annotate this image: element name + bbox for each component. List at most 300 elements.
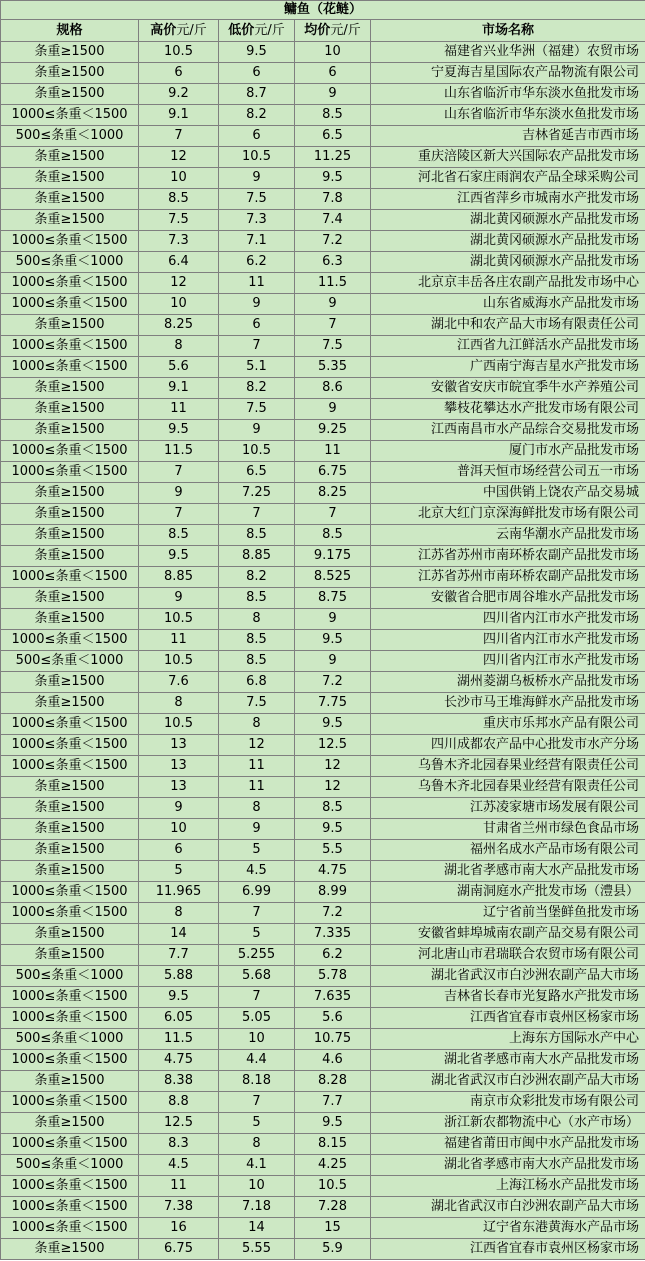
- market-name-cell: 河北省石家庄雨润农产品全球采购公司: [371, 168, 645, 189]
- table-row: [1, 672, 645, 693]
- avg-price-cell: 11.5: [295, 273, 371, 294]
- table-row: [1, 1176, 645, 1197]
- high-price-cell: 11: [139, 1176, 219, 1197]
- table-row: [1, 63, 645, 84]
- low-price-cell: 11: [219, 756, 295, 777]
- spec-cell: 条重≥1500: [1, 210, 139, 231]
- table-row: [1, 861, 645, 882]
- low-price-cell: 8.2: [219, 105, 295, 126]
- spec-cell: 条重≥1500: [1, 168, 139, 189]
- high-price-cell: 8: [139, 693, 219, 714]
- avg-price-cell: 6.2: [295, 945, 371, 966]
- avg-price-cell: 7.2: [295, 903, 371, 924]
- spec-cell: 1000≤条重＜1500: [1, 1134, 139, 1155]
- high-price-cell: 11.965: [139, 882, 219, 903]
- spec-cell: 1000≤条重＜1500: [1, 735, 139, 756]
- spec-cell: 条重≥1500: [1, 399, 139, 420]
- avg-price-cell: 8.99: [295, 882, 371, 903]
- spec-cell: 条重≥1500: [1, 189, 139, 210]
- avg-price-cell: 6.3: [295, 252, 371, 273]
- high-price-cell: 8.5: [139, 525, 219, 546]
- table-row: [1, 105, 645, 126]
- market-name-cell: 乌鲁木齐北园春果业经营有限责任公司: [371, 777, 645, 798]
- market-name-cell: 安徽省蚌埠城南农副产品交易有限公司: [371, 924, 645, 945]
- high-price-cell: 5: [139, 861, 219, 882]
- market-name-cell: 吉林省延吉市西市场: [371, 126, 645, 147]
- spec-cell: 1000≤条重＜1500: [1, 1176, 139, 1197]
- table-row: [1, 798, 645, 819]
- market-name-cell: 安徽省安庆市皖宜季牛水产养殖公司: [371, 378, 645, 399]
- high-price-cell: 7: [139, 462, 219, 483]
- low-price-cell: 8.85: [219, 546, 295, 567]
- low-price-cell: 6: [219, 63, 295, 84]
- table-row: [1, 378, 645, 399]
- market-name-cell: 重庆市乐邦水产品有限公司: [371, 714, 645, 735]
- spec-cell: 1000≤条重＜1500: [1, 294, 139, 315]
- spec-cell: 1000≤条重＜1500: [1, 987, 139, 1008]
- high-price-cell: 8.8: [139, 1092, 219, 1113]
- low-price-cell: 7.5: [219, 399, 295, 420]
- low-price-cell: 9.5: [219, 42, 295, 63]
- low-price-cell: 12: [219, 735, 295, 756]
- low-price-cell: 7.3: [219, 210, 295, 231]
- market-name-cell: 重庆涪陵区新大兴国际农产品批发市场: [371, 147, 645, 168]
- avg-price-cell: 10.75: [295, 1029, 371, 1050]
- low-price-cell: 8: [219, 714, 295, 735]
- table-row: [1, 735, 645, 756]
- low-price-cell: 10: [219, 1176, 295, 1197]
- high-price-cell: 4.75: [139, 1050, 219, 1071]
- spec-cell: 1000≤条重＜1500: [1, 336, 139, 357]
- avg-price-cell: 5.9: [295, 1239, 371, 1260]
- low-price-cell: 10: [219, 1029, 295, 1050]
- table-row: [1, 273, 645, 294]
- high-price-cell: 7.5: [139, 210, 219, 231]
- table-row: [1, 1050, 645, 1071]
- table-row: [1, 84, 645, 105]
- low-price-cell: 8.5: [219, 588, 295, 609]
- low-price-cell: 5: [219, 1113, 295, 1134]
- avg-price-cell: 7.4: [295, 210, 371, 231]
- market-name-cell: 广西南宁海吉星水产批发市场: [371, 357, 645, 378]
- market-name-cell: 江西南昌市水产品综合交易批发市场: [371, 420, 645, 441]
- high-price-cell: 9.2: [139, 84, 219, 105]
- avg-price-cell: 5.35: [295, 357, 371, 378]
- header-spec: 规格: [1, 20, 139, 42]
- avg-price-cell: 7.335: [295, 924, 371, 945]
- avg-price-cell: 7.28: [295, 1197, 371, 1218]
- low-price-cell: 5: [219, 924, 295, 945]
- table-row: [1, 462, 645, 483]
- market-name-cell: 吉林省长春市光复路水产批发市场: [371, 987, 645, 1008]
- high-price-cell: 8.5: [139, 189, 219, 210]
- high-price-cell: 11.5: [139, 1029, 219, 1050]
- spec-cell: 条重≥1500: [1, 861, 139, 882]
- low-price-cell: 7: [219, 336, 295, 357]
- market-name-cell: 山东省威海水产品批发市场: [371, 294, 645, 315]
- avg-price-cell: 7.8: [295, 189, 371, 210]
- high-price-cell: 11: [139, 399, 219, 420]
- avg-price-cell: 5.78: [295, 966, 371, 987]
- spec-cell: 1000≤条重＜1500: [1, 1092, 139, 1113]
- price-table: [0, 19, 645, 1260]
- high-price-cell: 6.05: [139, 1008, 219, 1029]
- low-price-cell: 8.5: [219, 630, 295, 651]
- market-name-cell: 攀枝花攀达水产批发市场有限公司: [371, 399, 645, 420]
- avg-price-cell: 8.5: [295, 525, 371, 546]
- high-price-cell: 8: [139, 336, 219, 357]
- high-price-cell: 10.5: [139, 714, 219, 735]
- high-price-cell: 6: [139, 63, 219, 84]
- table-row: [1, 483, 645, 504]
- spec-cell: 条重≥1500: [1, 315, 139, 336]
- low-price-cell: 7: [219, 1092, 295, 1113]
- avg-price-cell: 6.5: [295, 126, 371, 147]
- spec-cell: 条重≥1500: [1, 819, 139, 840]
- market-name-cell: 辽宁省东港黄海水产品市场: [371, 1218, 645, 1239]
- low-price-cell: 7: [219, 987, 295, 1008]
- spec-cell: 条重≥1500: [1, 777, 139, 798]
- avg-price-cell: 9: [295, 84, 371, 105]
- table-row: [1, 756, 645, 777]
- market-name-cell: 厦门市水产品批发市场: [371, 441, 645, 462]
- low-price-cell: 7.18: [219, 1197, 295, 1218]
- market-name-cell: 湖北黄冈硕源水产品批发市场: [371, 231, 645, 252]
- spec-cell: 500≤条重＜1000: [1, 966, 139, 987]
- high-price-cell: 5.6: [139, 357, 219, 378]
- avg-price-cell: 7: [295, 504, 371, 525]
- low-price-cell: 9: [219, 420, 295, 441]
- market-name-cell: 南京市众彩批发市场有限公司: [371, 1092, 645, 1113]
- header-avg: 均价元/斤: [295, 20, 371, 42]
- spec-cell: 条重≥1500: [1, 42, 139, 63]
- high-price-cell: 9.5: [139, 546, 219, 567]
- market-name-cell: 江西省宜春市袁州区杨家市场: [371, 1008, 645, 1029]
- high-price-cell: 10: [139, 294, 219, 315]
- high-price-cell: 9: [139, 483, 219, 504]
- low-price-cell: 4.5: [219, 861, 295, 882]
- market-name-cell: 福建省兴业华洲（福建）农贸市场: [371, 42, 645, 63]
- avg-price-cell: 8.5: [295, 798, 371, 819]
- low-price-cell: 6: [219, 126, 295, 147]
- high-price-cell: 16: [139, 1218, 219, 1239]
- market-name-cell: 宁夏海吉星国际农产品物流有限公司: [371, 63, 645, 84]
- high-price-cell: 11: [139, 630, 219, 651]
- market-name-cell: 湖北省孝感市南大水产品批发市场: [371, 1155, 645, 1176]
- spec-cell: 1000≤条重＜1500: [1, 567, 139, 588]
- avg-price-cell: 7.2: [295, 672, 371, 693]
- high-price-cell: 8: [139, 903, 219, 924]
- spec-cell: 1000≤条重＜1500: [1, 231, 139, 252]
- market-name-cell: 四川省内江市水产批发市场: [371, 651, 645, 672]
- low-price-cell: 11: [219, 273, 295, 294]
- spec-cell: 1000≤条重＜1500: [1, 273, 139, 294]
- avg-price-cell: 10: [295, 42, 371, 63]
- high-price-cell: 9: [139, 588, 219, 609]
- market-name-cell: 普洱天恒市场经营公司五一市场: [371, 462, 645, 483]
- high-price-cell: 8.85: [139, 567, 219, 588]
- table-row: [1, 231, 645, 252]
- table-row: [1, 567, 645, 588]
- avg-price-cell: 4.6: [295, 1050, 371, 1071]
- high-price-cell: 7.7: [139, 945, 219, 966]
- low-price-cell: 8.2: [219, 378, 295, 399]
- low-price-cell: 6.99: [219, 882, 295, 903]
- table-row: [1, 357, 645, 378]
- avg-price-cell: 4.75: [295, 861, 371, 882]
- high-price-cell: 5.88: [139, 966, 219, 987]
- header-row: [1, 20, 645, 42]
- table-row: [1, 609, 645, 630]
- avg-price-cell: 9.25: [295, 420, 371, 441]
- market-name-cell: 甘肃省兰州市绿色食品市场: [371, 819, 645, 840]
- spec-cell: 条重≥1500: [1, 84, 139, 105]
- market-name-cell: 湖州菱湖乌板桥水产品批发市场: [371, 672, 645, 693]
- spec-cell: 条重≥1500: [1, 1113, 139, 1134]
- spec-cell: 1000≤条重＜1500: [1, 1008, 139, 1029]
- market-name-cell: 湖北省孝感市南大水产品批发市场: [371, 861, 645, 882]
- low-price-cell: 5.05: [219, 1008, 295, 1029]
- avg-price-cell: 7: [295, 315, 371, 336]
- market-name-cell: 上海江杨水产品批发市场: [371, 1176, 645, 1197]
- spec-cell: 500≤条重＜1000: [1, 651, 139, 672]
- low-price-cell: 7.25: [219, 483, 295, 504]
- avg-price-cell: 9: [295, 294, 371, 315]
- table-row: [1, 1134, 645, 1155]
- high-price-cell: 10.5: [139, 42, 219, 63]
- low-price-cell: 6.5: [219, 462, 295, 483]
- avg-price-cell: 8.25: [295, 483, 371, 504]
- high-price-cell: 7.6: [139, 672, 219, 693]
- avg-price-cell: 8.5: [295, 105, 371, 126]
- table-row: [1, 546, 645, 567]
- high-price-cell: 9.1: [139, 105, 219, 126]
- avg-price-cell: 7.5: [295, 336, 371, 357]
- low-price-cell: 7: [219, 903, 295, 924]
- market-name-cell: 北京京丰岳各庄农副产品批发市场中心: [371, 273, 645, 294]
- avg-price-cell: 7.2: [295, 231, 371, 252]
- low-price-cell: 5.55: [219, 1239, 295, 1260]
- avg-price-cell: 9.5: [295, 168, 371, 189]
- low-price-cell: 6: [219, 315, 295, 336]
- high-price-cell: 7: [139, 126, 219, 147]
- avg-price-cell: 8.28: [295, 1071, 371, 1092]
- high-price-cell: 10.5: [139, 651, 219, 672]
- market-name-cell: 河北唐山市君瑞联合农贸市场有限公司: [371, 945, 645, 966]
- high-price-cell: 7.3: [139, 231, 219, 252]
- spec-cell: 条重≥1500: [1, 609, 139, 630]
- spec-cell: 1000≤条重＜1500: [1, 357, 139, 378]
- header-low: 低价元/斤: [219, 20, 295, 42]
- spec-cell: 条重≥1500: [1, 483, 139, 504]
- market-name-cell: 湖北省武汉市白沙洲农副产品大市场: [371, 966, 645, 987]
- avg-price-cell: 7.7: [295, 1092, 371, 1113]
- market-name-cell: 湖南洞庭水产批发市场（澧县）: [371, 882, 645, 903]
- market-name-cell: 江西省萍乡市城南水产批发市场: [371, 189, 645, 210]
- low-price-cell: 5.255: [219, 945, 295, 966]
- table-row: [1, 630, 645, 651]
- high-price-cell: 13: [139, 756, 219, 777]
- avg-price-cell: 7.635: [295, 987, 371, 1008]
- spec-cell: 条重≥1500: [1, 672, 139, 693]
- avg-price-cell: 8.525: [295, 567, 371, 588]
- table-row: [1, 525, 645, 546]
- table-row: [1, 840, 645, 861]
- spec-cell: 条重≥1500: [1, 525, 139, 546]
- avg-price-cell: 9.5: [295, 714, 371, 735]
- table-row: [1, 714, 645, 735]
- avg-price-cell: 9: [295, 609, 371, 630]
- table-row: [1, 315, 645, 336]
- avg-price-cell: 7.75: [295, 693, 371, 714]
- high-price-cell: 8.3: [139, 1134, 219, 1155]
- market-name-cell: 四川成都农产品中心批发市水产分场: [371, 735, 645, 756]
- spec-cell: 1000≤条重＜1500: [1, 756, 139, 777]
- table-row: [1, 42, 645, 63]
- avg-price-cell: 9.5: [295, 1113, 371, 1134]
- low-price-cell: 6.8: [219, 672, 295, 693]
- high-price-cell: 8.38: [139, 1071, 219, 1092]
- table-row: [1, 903, 645, 924]
- avg-price-cell: 9.175: [295, 546, 371, 567]
- table-row: [1, 882, 645, 903]
- high-price-cell: 7: [139, 504, 219, 525]
- avg-price-cell: 6: [295, 63, 371, 84]
- avg-price-cell: 5.5: [295, 840, 371, 861]
- high-price-cell: 9.5: [139, 420, 219, 441]
- spec-cell: 1000≤条重＜1500: [1, 441, 139, 462]
- table-row: [1, 588, 645, 609]
- avg-price-cell: 8.6: [295, 378, 371, 399]
- market-name-cell: 福建省莆田市闽中水产品批发市场: [371, 1134, 645, 1155]
- market-name-cell: 云南华潮水产品批发市场: [371, 525, 645, 546]
- market-name-cell: 湖北省孝感市南大水产品批发市场: [371, 1050, 645, 1071]
- table-row: [1, 651, 645, 672]
- table-row: [1, 252, 645, 273]
- spec-cell: 条重≥1500: [1, 420, 139, 441]
- avg-price-cell: 11: [295, 441, 371, 462]
- spec-cell: 1000≤条重＜1500: [1, 882, 139, 903]
- table-row: [1, 1218, 645, 1239]
- low-price-cell: 7: [219, 504, 295, 525]
- spec-cell: 条重≥1500: [1, 945, 139, 966]
- market-name-cell: 四川省内江市水产批发市场: [371, 630, 645, 651]
- low-price-cell: 5.68: [219, 966, 295, 987]
- table-row: [1, 1197, 645, 1218]
- market-name-cell: 山东省临沂市华东淡水鱼批发市场: [371, 84, 645, 105]
- table-row: [1, 987, 645, 1008]
- low-price-cell: 8.5: [219, 525, 295, 546]
- low-price-cell: 9: [219, 168, 295, 189]
- avg-price-cell: 9: [295, 399, 371, 420]
- market-name-cell: 江西省九江鲜活水产品批发市场: [371, 336, 645, 357]
- table-row: [1, 441, 645, 462]
- high-price-cell: 6.75: [139, 1239, 219, 1260]
- table-row: [1, 336, 645, 357]
- high-price-cell: 11.5: [139, 441, 219, 462]
- market-name-cell: 湖北黄冈硕源水产品批发市场: [371, 252, 645, 273]
- spec-cell: 500≤条重＜1000: [1, 1155, 139, 1176]
- market-name-cell: 江苏省苏州市南环桥农副产品批发市场: [371, 546, 645, 567]
- spec-cell: 条重≥1500: [1, 378, 139, 399]
- table-row: [1, 819, 645, 840]
- low-price-cell: 10.5: [219, 441, 295, 462]
- market-name-cell: 辽宁省前当堡鲜鱼批发市场: [371, 903, 645, 924]
- table-row: [1, 1029, 645, 1050]
- table-row: [1, 504, 645, 525]
- high-price-cell: 8.25: [139, 315, 219, 336]
- market-name-cell: 中国供销上饶农产品交易城: [371, 483, 645, 504]
- spec-cell: 条重≥1500: [1, 504, 139, 525]
- spec-cell: 条重≥1500: [1, 693, 139, 714]
- market-name-cell: 湖北省武汉市白沙洲农副产品大市场: [371, 1071, 645, 1092]
- spec-cell: 1000≤条重＜1500: [1, 630, 139, 651]
- market-name-cell: 湖北黄冈硕源水产品批发市场: [371, 210, 645, 231]
- market-name-cell: 湖北省武汉市白沙洲农副产品大市场: [371, 1197, 645, 1218]
- low-price-cell: 5: [219, 840, 295, 861]
- avg-price-cell: 9: [295, 651, 371, 672]
- market-name-cell: 湖北中和农产品大市场有限责任公司: [371, 315, 645, 336]
- spec-cell: 条重≥1500: [1, 798, 139, 819]
- high-price-cell: 6: [139, 840, 219, 861]
- high-price-cell: 10: [139, 819, 219, 840]
- table-row: [1, 966, 645, 987]
- spec-cell: 1000≤条重＜1500: [1, 1197, 139, 1218]
- avg-price-cell: 8.75: [295, 588, 371, 609]
- spec-cell: 1000≤条重＜1500: [1, 1218, 139, 1239]
- low-price-cell: 10.5: [219, 147, 295, 168]
- low-price-cell: 6.2: [219, 252, 295, 273]
- table-row: [1, 399, 645, 420]
- market-name-cell: 上海东方国际水产中心: [371, 1029, 645, 1050]
- table-row: [1, 1071, 645, 1092]
- table-row: [1, 1092, 645, 1113]
- avg-price-cell: 15: [295, 1218, 371, 1239]
- table-row: [1, 126, 645, 147]
- low-price-cell: 14: [219, 1218, 295, 1239]
- spec-cell: 500≤条重＜1000: [1, 1029, 139, 1050]
- low-price-cell: 8.2: [219, 567, 295, 588]
- market-name-cell: 长沙市马王堆海鲜水产品批发市场: [371, 693, 645, 714]
- spec-cell: 1000≤条重＜1500: [1, 105, 139, 126]
- table-row: [1, 189, 645, 210]
- low-price-cell: 7.1: [219, 231, 295, 252]
- high-price-cell: 10: [139, 168, 219, 189]
- avg-price-cell: 11.25: [295, 147, 371, 168]
- spec-cell: 500≤条重＜1000: [1, 252, 139, 273]
- avg-price-cell: 9.5: [295, 819, 371, 840]
- low-price-cell: 7.5: [219, 189, 295, 210]
- avg-price-cell: 12: [295, 777, 371, 798]
- market-name-cell: 江苏省苏州市南环桥农副产品批发市场: [371, 567, 645, 588]
- table-row: [1, 420, 645, 441]
- market-name-cell: 江苏凌家塘市场发展有限公司: [371, 798, 645, 819]
- spec-cell: 条重≥1500: [1, 924, 139, 945]
- avg-price-cell: 12: [295, 756, 371, 777]
- avg-price-cell: 9.5: [295, 630, 371, 651]
- sheet-title: 鳙鱼（花鲢）: [0, 0, 645, 19]
- low-price-cell: 9: [219, 294, 295, 315]
- table-row: [1, 1155, 645, 1176]
- low-price-cell: 8: [219, 1134, 295, 1155]
- table-row: [1, 168, 645, 189]
- avg-price-cell: 8.15: [295, 1134, 371, 1155]
- high-price-cell: 9: [139, 798, 219, 819]
- header-market: 市场名称: [371, 20, 645, 42]
- spec-cell: 条重≥1500: [1, 588, 139, 609]
- table-row: [1, 693, 645, 714]
- avg-price-cell: 4.25: [295, 1155, 371, 1176]
